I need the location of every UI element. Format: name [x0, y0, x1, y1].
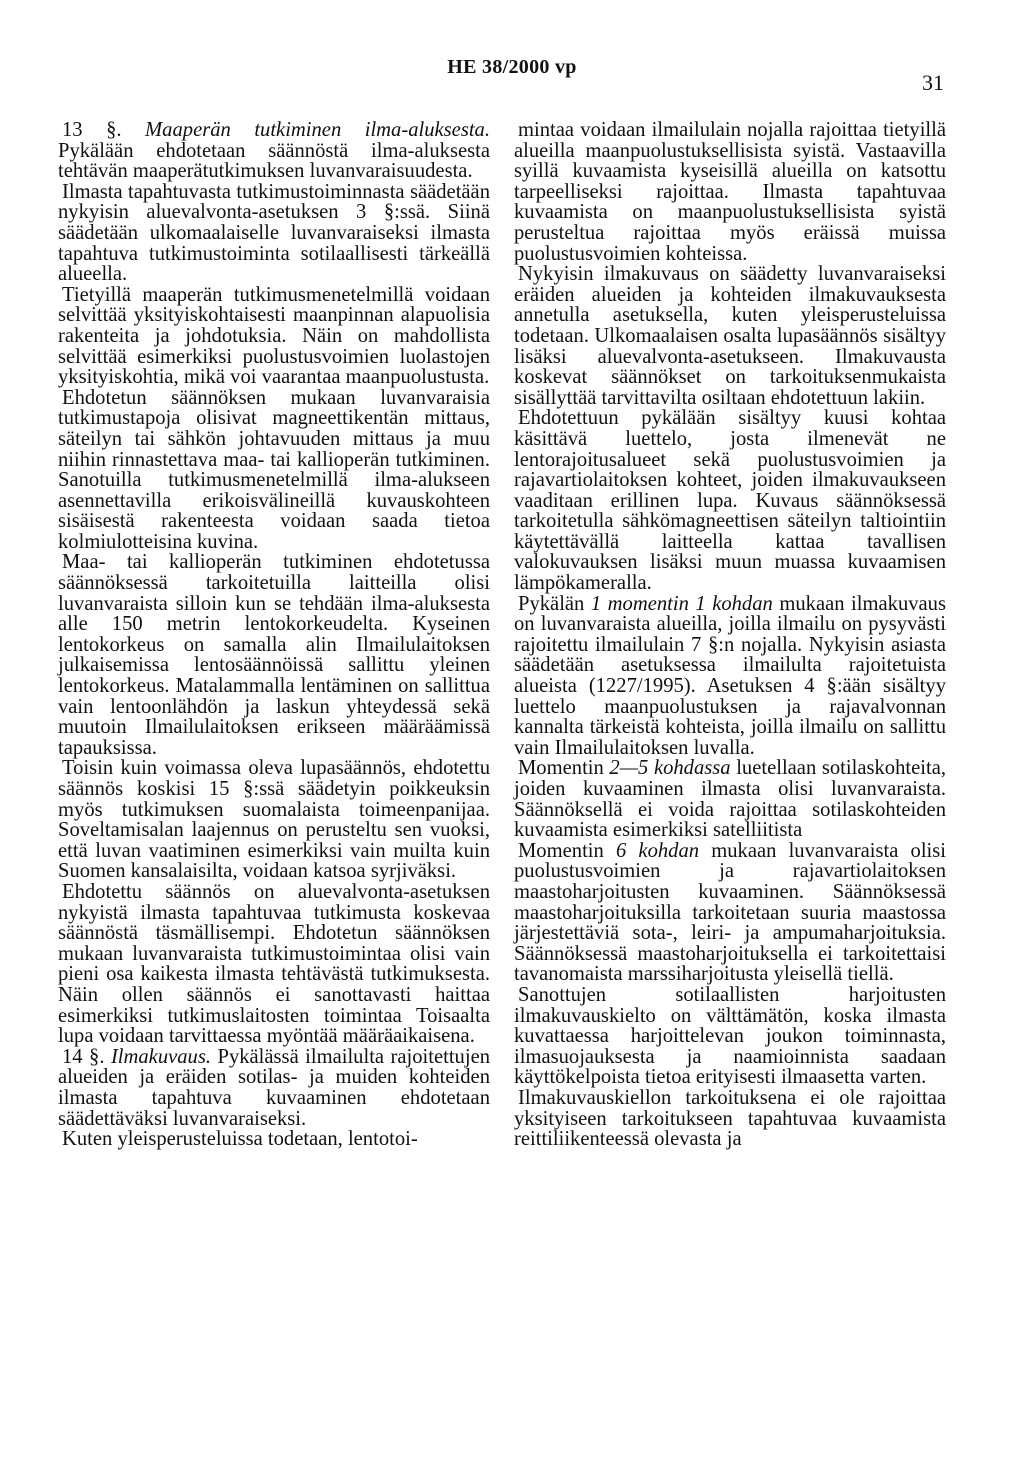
body-paragraph: Ehdotettuun pykälään sisältyy kuusi kohtaa käsittävä luettelo, josta ilmenevät ne lentorajoitusalueet sekä puolustusvoimien ja rajavartiolaitoksen kohteet, joiden ilmakuvaukseen vaaditaan erillinen lupa. Kuvaus säännöksessä tarkoitetulla sähkömagneettisen säteilyn taltiointiin käytettävällä laitteella kattaa tavallisen valokuvauksen lisäksi muun muassa kuvaamisen lämpökameralla.: [514, 407, 946, 595]
paragraph-text: Momentin: [518, 839, 616, 862]
body-paragraph: Sanottujen sotilaallisten harjoitusten ilmakuvauskielto on välttämätön, koska ilmasta kuvattaessa harjoittelevan joukon toiminnasta, ilmasuojauksesta ja naamioinnista saadaan käyttökelpoista tietoa erityisesti ilmaasetta varten.: [514, 983, 946, 1089]
paragraph-text: mukaan luvanvaraista olisi puolustusvoimien ja rajavartiolaitoksen maastoharjoitusten kuvaaminen. Säännöksessä maastoharjoituksilla tarkoitetaan suuria maastossa järjestettäviä sota-, leiri- ja ampumaharjoituksia. Säännöksessä maastoharjoituksella ei tarkoitettaisi tavanomaista marssiharjoitusta yleisellä tiellä.: [514, 839, 946, 986]
paragraph-text: mukaan ilmakuvaus on luvanvaraista alueilla, joilla ilmailu on pysyvästi rajoitettu ilmailulain 7 §:n nojalla. Nykyisin asiasta säädetään asetuksessa ilmailulta rajoitetuista alueista (1227/1995). Asetuksen 4 §:ään sisältyy luettelo maanpuolustuksen ja rajavalvonnan kannalta tärkeistä kohteista, joilla ilmailu on sallittu vain Ilmailulaitoksen luvalla.: [514, 592, 946, 759]
body-paragraph: mintaa voidaan ilmailulain nojalla rajoittaa tietyillä alueilla maanpuolustuksellisista syistä. Vastaavilla syillä kuvaamista kyseisillä alueilla on katsottu tarpeelliseksi rajoittaa. Ilmasta tapahtuvaa kuvaamista on maanpuolustuksellisista syistä perusteltua rajoittaa myös eräissä muissa puolustusvoimien kohteissa.: [514, 119, 946, 265]
right-column: [514, 120, 946, 1150]
body-paragraph: [514, 594, 946, 759]
section-13-paragraph: [58, 120, 490, 182]
body-paragraph: [514, 841, 946, 985]
italic-reference: 6 kohdan: [615, 839, 700, 862]
paragraph-text: luetellaan sotilaskohteita, joiden kuvaaminen ilmasta olisi luvanvaraista. Säännöksellä ei voida rajoittaa sotilaskohteiden kuvaamista esimerkiksi satelliitista: [514, 757, 946, 842]
paragraph-text: Pykälän: [518, 592, 591, 615]
document-header-title: HE 38/2000 vp: [447, 56, 577, 78]
body-paragraph: Maa- tai kallioperän tutkiminen ehdotetussa säännöksessä tarkoitetuilla laitteilla olisi luvanvaraista silloin kun se tehdään ilma-aluksesta alle 150 metrin lentokorkeudelta. Kyseinen lentokorkeus on samalla alin Ilmailulaitoksen julkaisemissa lentosäännöissä sallittu yleinen lentokorkeus. Matalammalla lentäminen on sallittua vain lentoonlähdön ja laskun yhteydessä sekä muutoin Ilmailulaitoksen erikseen määräämissä tapauksissa.: [58, 551, 490, 759]
body-paragraph: Ilmasta tapahtuvasta tutkimustoiminnasta säädetään nykyisin aluevalvonta-asetuksen 3 §:ssä. Siinä säädetään ulkomaalaiselle luvanvaraiseksi ilmasta tapahtuva tutkimustoiminta sotilaallisesti tärkeällä alueella.: [58, 180, 490, 286]
left-column: [58, 120, 490, 1150]
section-14-number: 14 §.: [62, 1045, 105, 1068]
italic-reference: 1 momentin 1 kohdan: [590, 592, 773, 615]
body-paragraph: Tietyillä maaperän tutkimusmenetelmillä voidaan selvittää yksityiskohtaisesti maanpinnan alapuolisia rakenteita ja johdotuksia. Näin on mahdollista selvittää esimerkiksi puolustusvoimien luolastojen yksityiskohtia, mikä voi vaarantaa maanpuolustusta.: [58, 283, 490, 389]
section-13-heading: Maaperän tutkiminen ilma-aluksesta.: [145, 119, 490, 141]
page-number: 31: [922, 70, 944, 95]
section-13-text: Pykälään ehdotetaan säännöstä ilma-aluksesta tehtävän maaperätutkimuksen luvanvaraisuudesta.: [58, 139, 490, 183]
section-13-number: 13 §.: [62, 119, 122, 141]
body-paragraph: [514, 758, 946, 840]
body-paragraph: Ilmakuvauskiellon tarkoituksena ei ole rajoittaa yksityiseen tarkoitukseen tapahtuvaa kuvaamista reittiliikenteessä olevasta ja: [514, 1086, 946, 1151]
paragraph-text: Momentin: [518, 757, 610, 780]
body-paragraph: Ehdotetun säännöksen mukaan luvanvaraisia tutkimustapoja olisivat magneettikentän mittaus, säteilyn tai sähkön johtavuuden mittaus ja muu niihin rinnastettava maa- tai kallioperän tutkiminen. Sanotuilla tutkimusmenetelmillä ilma-alukseen asennettavilla erikoisvälineillä kuvauskohteen sisäisestä rakenteesta voidaan saada tietoa kolmiulotteisina kuvina.: [58, 386, 490, 553]
body-paragraph: Kuten yleisperusteluissa todetaan, lentotoi-: [62, 1128, 418, 1151]
body-paragraph: Toisin kuin voimassa oleva lupasäännös, ehdotettu säännös koskisi 15 §:ssä säädetyin poikkeuksin myös tutkimuksen suomalaista toimeenpanijaa. Soveltamisalan laajennus on perusteltu sen vuoksi, että luvan vaatiminen esimerkiksi vain muilta kuin Suomen kansalaisilta, voidaan katsoa syrjiväksi.: [58, 757, 490, 883]
section-14-heading: Ilmakuvaus.: [110, 1045, 212, 1068]
body-paragraph: Ehdotettu säännös on aluevalvonta-asetuksen nykyistä ilmasta tapahtuvaa tutkimusta koskevaa säännöstä täsmällisempi. Ehdotetun säännöksen mukaan luvanvaraista tutkimustoimintaa olisi vain pieni osa kaikesta ilmasta tehtävästä tutkimuksesta. Näin ollen säännös ei sanottavasti haittaa esimerkiksi tutkimuslaitosten toimintaa Toisaalta lupa voidaan tarvittaessa myöntää määräaikaisena.: [58, 880, 490, 1048]
italic-reference: 2—5 kohdassa: [609, 757, 731, 780]
section-14-text: Pykälässä ilmailulta rajoitettujen alueiden ja eräiden sotilas- ja muiden kohteiden ilmasta tapahtuva kuvaaminen ehdotetaan säädettäväksi luvanvaraiseksi.: [58, 1045, 491, 1130]
body-paragraph: Nykyisin ilmakuvaus on säädetty luvanvaraiseksi eräiden alueiden ja kohteiden ilmakuvauksesta annetulla asetuksella, kuten yleisperusteluissa todetaan. Ulkomaalaisen osalta lupasäännös sisältyy lisäksi aluevalvonta-asetukseen. Ilmakuvausta koskevat säännökset on tarkoituksenmukaista sisällyttää tarvittavilta osiltaan ehdotettuun lakiin.: [514, 263, 946, 409]
section-14-paragraph: [58, 1047, 490, 1129]
